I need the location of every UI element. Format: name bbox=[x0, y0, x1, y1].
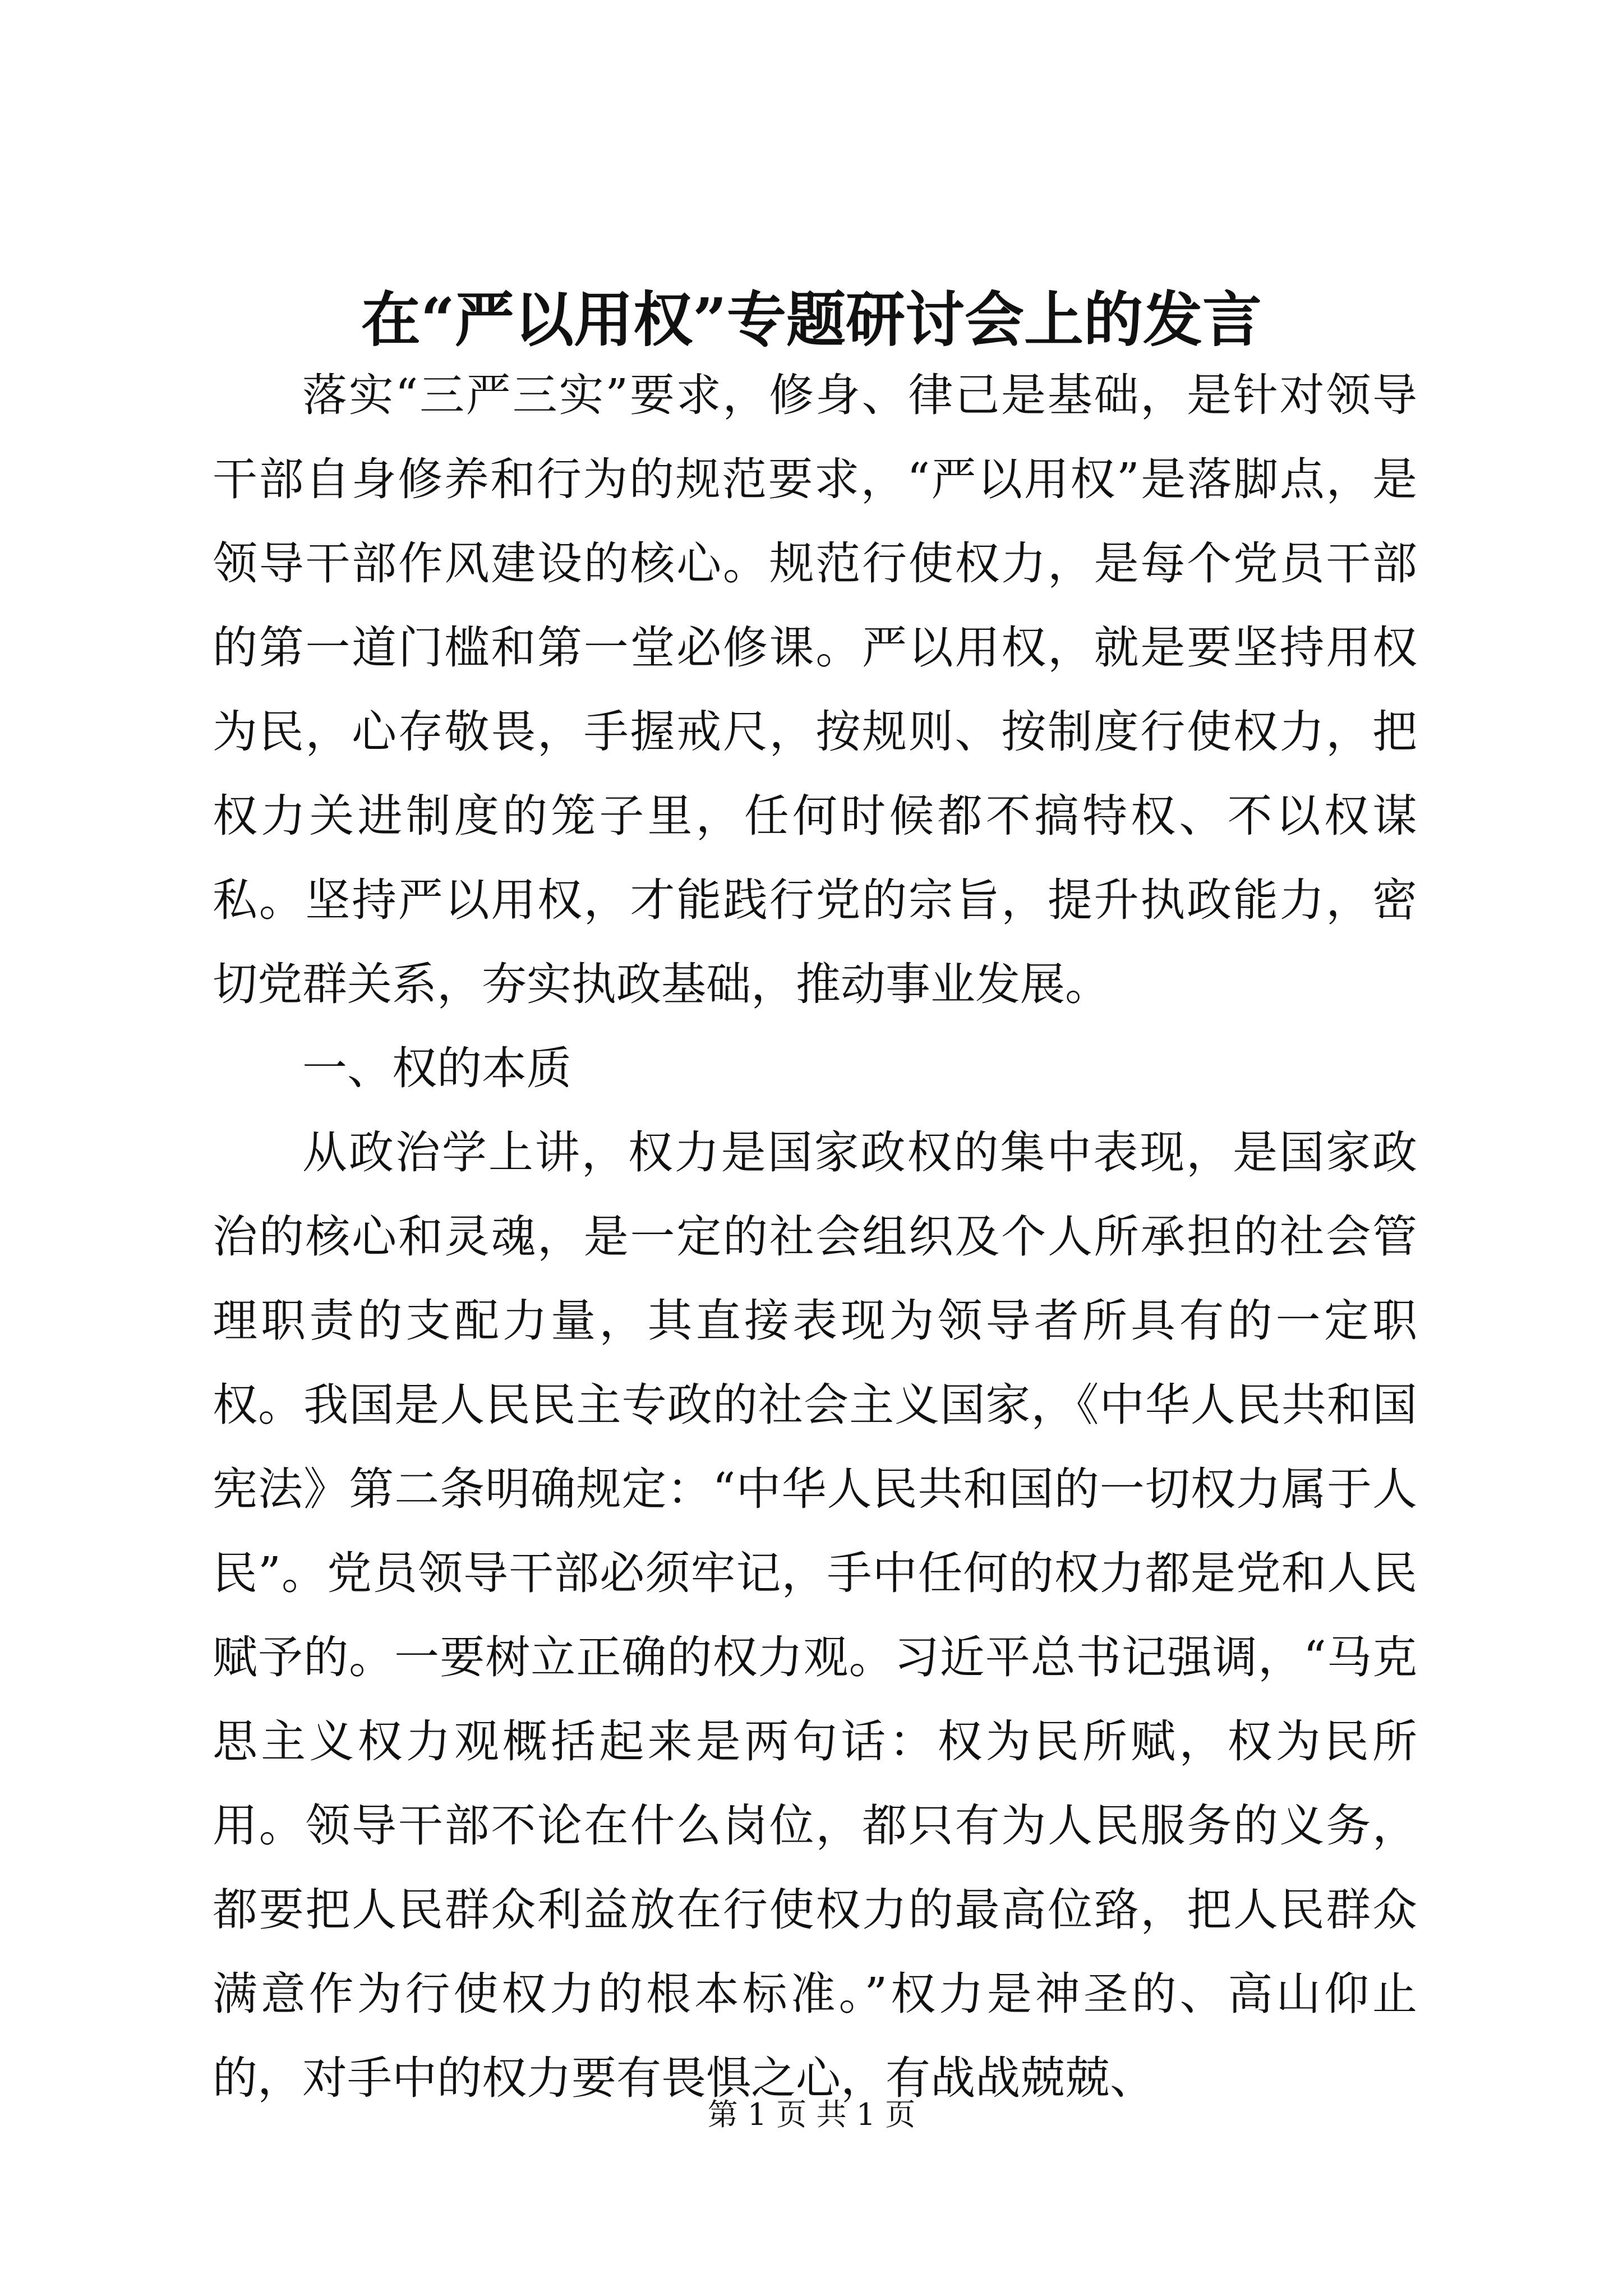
document-body bbox=[213, 353, 1417, 2120]
document-title: 在“严以用权”专题研讨会上的发言 bbox=[361, 284, 1262, 355]
section-heading: 一、权的本质 bbox=[302, 1042, 571, 1094]
paragraph-intro: 落实“三严三实”要求，修身、律己是基础，是针对领导干部自身修养和行为的规范要求，“严以用权”是落脚点，是领导干部作风建设的核心。规范行使权力，是每个党员干部的第一道门槛和第一堂必修课。严以用权，就是要坚持用权为民，心存敬畏，手握戒尺，按规则、按制度行使权力，把权力关进制度的笼子里，任何时候都不搞特权、不以权谋私。坚持严以用权，才能践行党的宗旨，提升执政能力，密切党群关系，夯实执政基础，推动事业发展。 bbox=[213, 369, 1417, 1010]
paragraph-essence: 从政治学上讲，权力是国家政权的集中表现，是国家政治的核心和灵魂，是一定的社会组织及个人所承担的社会管理职责的支配力量，其直接表现为领导者所具有的一定职权。我国是人民民主专政的社会主义国家，《中华人民共和国宪法》第二条明确规定：“中华人民共和国的一切权力属于人民”。党员领导干部必须牢记，手中任何的权力都是党和人民赋予的。一要树立正确的权力观。习近平总书记强调，“马克思主义权力观概括起来是两句话：权为民所赋，权为民所用。领导干部不论在什么岗位，都只有为人民服务的义务，都要把人民群众利益放在行使权力的最高位臵，把人民群众满意作为行使权力的根本标准。”权力是神圣的、高山仰止的，对手中的权力要有畏惧之心，有战战兢兢、 bbox=[213, 1126, 1417, 2104]
page-footer: 第 1 页 共 1 页 bbox=[707, 2097, 916, 2132]
